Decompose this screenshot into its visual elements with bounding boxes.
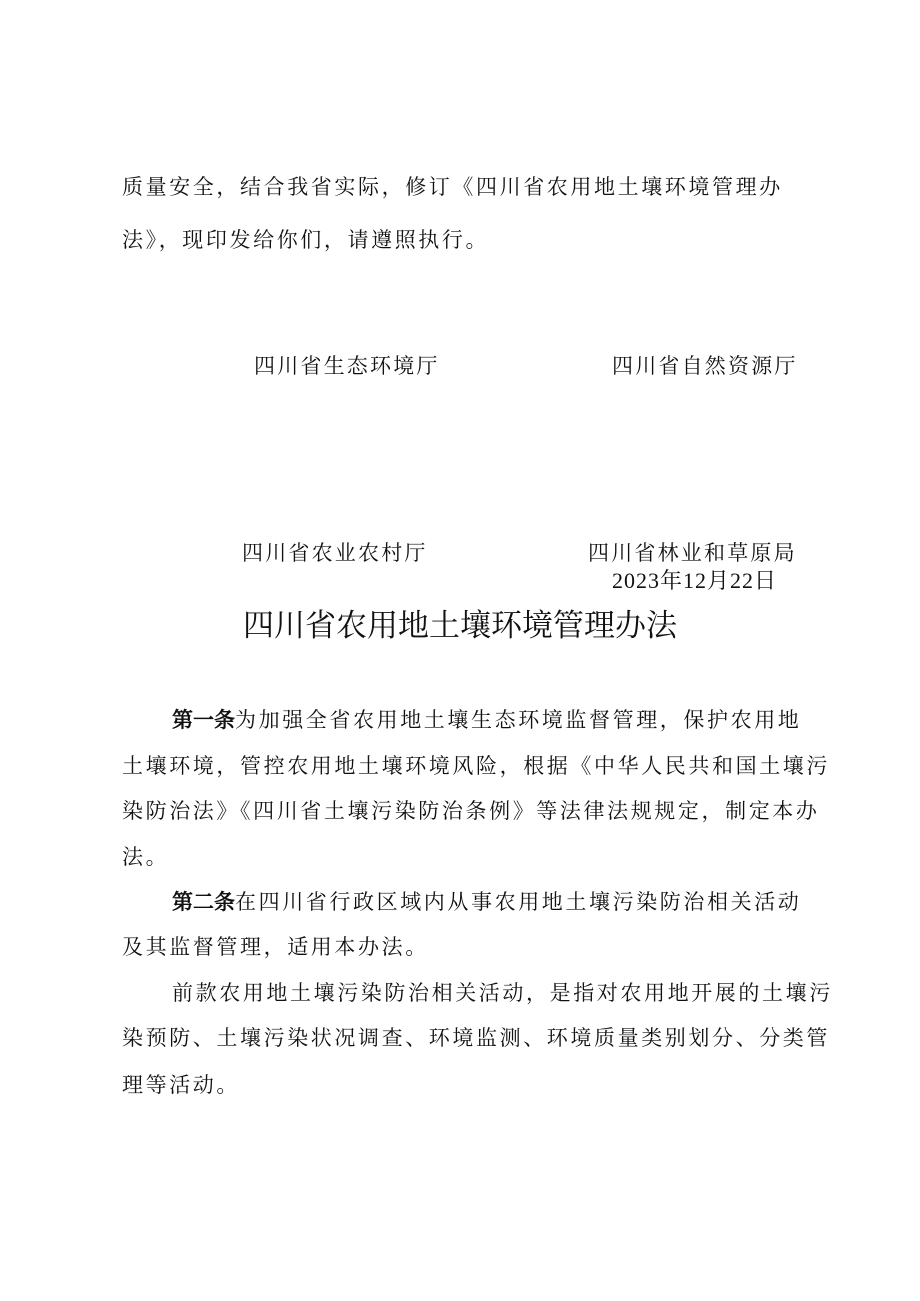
signatory-forestry: 四川省林业和草原局 [588, 541, 797, 565]
article-1-line-2: 土壤环境，管控农用地土壤环境风险，根据《中华人民共和国土壤污 [122, 754, 830, 778]
issue-date: 2023年12月22日 [612, 568, 778, 593]
signatory-natural-resources: 四川省自然资源厅 [612, 354, 798, 378]
article-1-label: 第一条 [172, 708, 235, 732]
article-2-text-1: 在四川省行政区域内从事农用地土壤污染防治相关活动 [235, 890, 802, 914]
intro-line-1: 质量安全，结合我省实际，修订《四川省农用地土壤环境管理办 [122, 175, 783, 199]
article-2-para2-line-3: 理等活动。 [122, 1073, 240, 1097]
article-2-line-2: 及其监督管理，适用本办法。 [122, 935, 429, 959]
article-2-label: 第二条 [172, 890, 235, 914]
article-1-text-1: 为加强全省农用地土壤生态环境监督管理，保护农用地 [235, 708, 802, 732]
article-2-para2-line-1: 前款农用地土壤污染防治相关活动，是指对农用地开展的土壤污 [172, 981, 833, 1005]
article-1-line-1 [172, 705, 801, 735]
article-1-line-4: 法。 [122, 845, 170, 869]
intro-line-2: 法》，现印发给你们，请遵照执行。 [122, 228, 490, 252]
signatory-agriculture: 四川省农业农村厅 [242, 541, 428, 565]
signatory-ecology: 四川省生态环境厅 [254, 354, 440, 378]
document-title: 四川省农用地土壤环境管理办法 [243, 608, 677, 644]
article-2-para2-line-2: 染预防、土壤污染状况调查、环境监测、环境质量类别划分、分类管 [122, 1026, 830, 1050]
article-2-line-1 [172, 887, 801, 917]
article-1-line-3: 染防治法》《四川省土壤污染防治条例》等法律法规规定，制定本办 [122, 799, 820, 823]
